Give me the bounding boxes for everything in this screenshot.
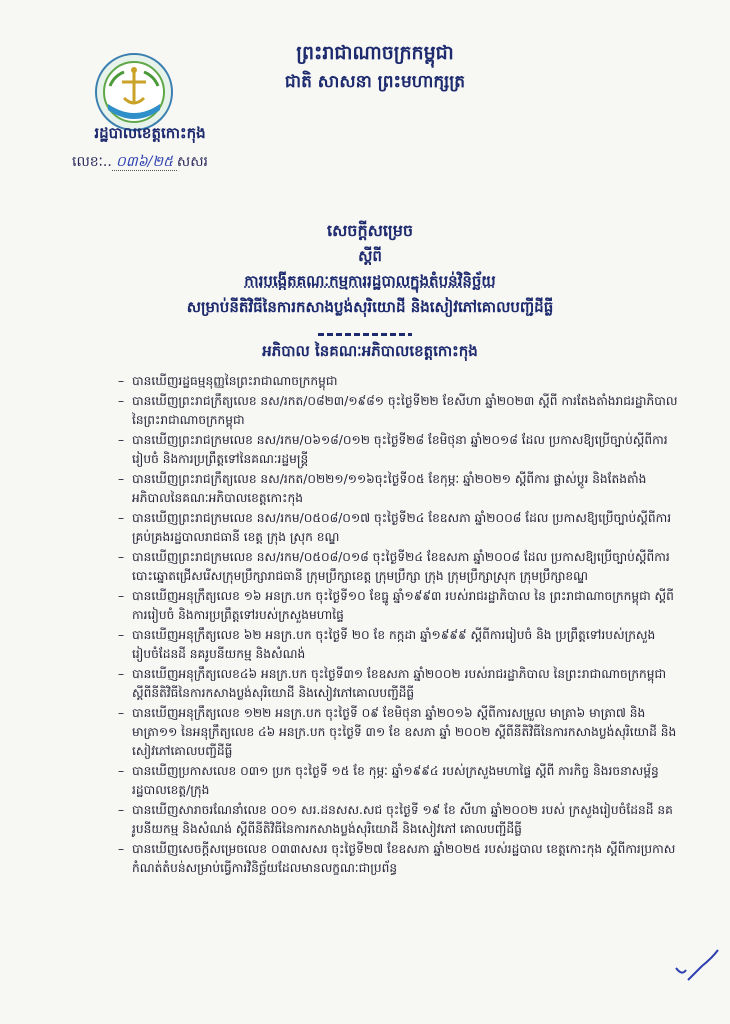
provincial-seal-icon	[94, 52, 174, 132]
list-item: – បានឃើញអនុក្រឹត្យលេខ ៦២ អនក្រ.បក ចុះថ្ងៃទី ២០ ខែ កក្កដា ឆ្នាំ១៩៩៩ ស្តីពីការរៀបចំ និង ប្រព្រឹត្តទៅរបស់ក្រសួងរៀបចំដែនដី នគរូបនីយកម្ម និងសំណង់	[118, 626, 678, 664]
list-item: – បានឃើញព្រះរាជក្រមលេខ នស/រកម/០៥០៨/០១៨ ចុះថ្ងៃទី២៤ ខែឧសភា ឆ្នាំ២០០៨ ដែល ប្រកាសឱ្យប្រើច្បាប់ស្តីពីការបោះឆ្នោតជ្រើសរើសក្រុមប្រឹក្សារាជធានី ក្រុមប្រឹក្សាខេត្ត ក្រុមប្រឹក្សា ក្រុង ក្រុមប្រឹក្សាស្រុក ក្រុមប្រឹក្សាខណ្ឌ	[118, 548, 678, 586]
ref-suffix: សសរ	[176, 154, 208, 170]
issuing-office: រដ្ឋបាលខេត្តកោះកុង	[94, 124, 206, 142]
kingdom-name: ព្រះរាជាណាចក្រកម្ពុជា	[296, 42, 454, 64]
list-item: – បានឃើញរដ្ឋធម្មនុញ្ញនៃព្រះរាជាណាចក្រកម្ពុជា	[118, 372, 678, 391]
decision-title	[80, 218, 660, 320]
list-item: – បានឃើញអនុក្រឹត្យលេខ៤៦ អនក្រ.បក ចុះថ្ងៃទី៣១ ខែឧសភា ឆ្នាំ២០០២ របស់រាជរដ្ឋាភិបាល នៃព្រះរាជាណាចក្រកម្ពុជា ស្តីពីនីតិវិធីនៃការកសាងប្លង់សុរិយោដី និងសៀវភៅគោលបញ្ជីដីធ្លី	[118, 665, 678, 703]
ref-prefix: លេខៈ..	[72, 154, 112, 170]
list-item: – បានឃើញសេចក្តីសម្រេចលេខ ០៣៣សសរ ចុះថ្ងៃទី២៧ ខែឧសភា ឆ្នាំ២០២៥ របស់រដ្ឋបាល ខេត្តកោះកុង ស្តីពីការប្រកាសកំណត់តំបន់សម្រាប់ធ្វើការវិនិច្ឆ័យដែលមានលក្ខណៈជាប្រព័ន្ធ	[118, 840, 678, 878]
decision-subject: ការបង្កើតគណៈកម្មការរដ្ឋបាលក្នុងតំបន់វិនិច្ឆ័យ	[244, 272, 496, 290]
handwritten-initial-icon	[672, 946, 722, 986]
list-item: – បានឃើញព្រះរាជក្រមលេខ នស/រកម/០៥០៨/០១៧ ចុះថ្ងៃទី២៤ ខែឧសភា ឆ្នាំ២០០៨ ដែល ប្រកាសឱ្យប្រើច្បាប់ស្តីពីការគ្រប់គ្រងរដ្ឋបាលរាជធានី ខេត្ត ក្រុង ស្រុក ខណ្ឌ	[118, 509, 678, 547]
list-item: – បានឃើញព្រះរាជក្រមលេខ នស/រកម/០៦១៨/០១២ ចុះថ្ងៃទី២៨ ខែមិថុនា ឆ្នាំ២០១៨ ដែល ប្រកាសឱ្យប្រើច្បាប់ស្តីពីការរៀបចំ និងការប្រព្រឹត្តទៅនៃគណៈរដ្ឋមន្ត្រី	[118, 431, 678, 469]
document-type: សេចក្តីសម្រេច	[326, 221, 413, 240]
issuing-authority: អភិបាល នៃគណៈអភិបាលខេត្តកោះកុង	[262, 342, 478, 360]
kingdom-header	[230, 38, 520, 96]
reference-number	[72, 152, 272, 173]
list-item: – បានឃើញប្រកាសលេខ ០៣១ ប្រក ចុះថ្ងៃទី ១៥ ខែ កុម្ភៈ ឆ្នាំ១៩៩៤ របស់ក្រសួងមហាផ្ទៃ ស្តីពី ភារកិច្ច និងរចនាសម្ព័ន្ធរដ្ឋបាលខេត្ត/ក្រុង	[118, 762, 678, 800]
title-separator	[318, 333, 412, 336]
list-item: – បានឃើញអនុក្រឹត្យលេខ ១៦ អនក្រ.បក ចុះថ្ងៃទី១០ ខែធ្នូ ឆ្នាំ១៩៩៣ របស់រាជរដ្ឋាភិបាល នៃ ព្រះរាជាណាចក្រកម្ពុជា ស្តីពីការរៀបចំ និងការប្រព្រឹត្តទៅរបស់ក្រសួងមហាផ្ទៃ	[118, 587, 678, 625]
considerations-list	[118, 372, 678, 879]
ref-handwritten: ០៣៦/២៥	[112, 154, 177, 171]
list-item: – បានឃើញអនុក្រឹត្យលេខ ១២២ អនក្រ.បក ចុះថ្ងៃទី ០៩ ខែមិថុនា ឆ្នាំ២០១៦ ស្តីពីការសម្រួល មាត្រា៦ មាត្រា៧ និងមាត្រា១១ នៃអនុក្រឹត្យលេខ ៤៦ អនក្រ.បក ចុះថ្ងៃទី ៣១ ខែ ឧសភា ឆ្នាំ ២០០២ ស្តីពីនីតិវិធីនៃការកសាងប្លង់សុរិយោដី និងសៀវភៅគោលបញ្ជីដីធ្លី	[118, 704, 678, 761]
list-item: – បានឃើញសារាចរណែនាំលេខ ០០១ សរ.ដនសស.សជ ចុះថ្ងៃទី ១៩ ខែ សីហា ឆ្នាំ២០០២ របស់ ក្រសួងរៀបចំដែនដី នគរូបនីយកម្ម និងសំណង់ ស្តីពីនីតិវិធីនៃការកសាងប្លង់សុរិយោដី និងសៀវភៅ គោលបញ្ជីដីធ្លី	[118, 801, 678, 839]
decision-subject-line-2: សម្រាប់នីតិវិធីនៃការកសាងប្លង់សុរិយោដី និងសៀវភៅគោលបញ្ជីដីធ្លី	[186, 298, 554, 316]
list-item: – បានឃើញព្រះរាជក្រឹត្យលេខ នស/រកត/០២២១/១១៦ចុះថ្ងៃទី០៥ ខែកុម្ភៈ ឆ្នាំ២០២១ ស្តីពីការ ផ្លាស់ប្តូរ និងតែងតាំងអភិបាលនៃគណៈអភិបាលខេត្តកោះកុង	[118, 470, 678, 508]
national-motto: ជាតិ សាសនា ព្រះមហាក្សត្រ	[284, 72, 466, 92]
list-item: – បានឃើញព្រះរាជក្រឹត្យលេខ នស/រកត/០៨២៣/១៩៨១ ចុះថ្ងៃទី២២ ខែសីហា ឆ្នាំ២០២៣ ស្តីពី ការតែងតាំងរាជរដ្ឋាភិបាលនៃព្រះរាជាណាចក្រកម្ពុជា	[118, 392, 678, 430]
about-label: ស្តីពី	[358, 247, 382, 265]
